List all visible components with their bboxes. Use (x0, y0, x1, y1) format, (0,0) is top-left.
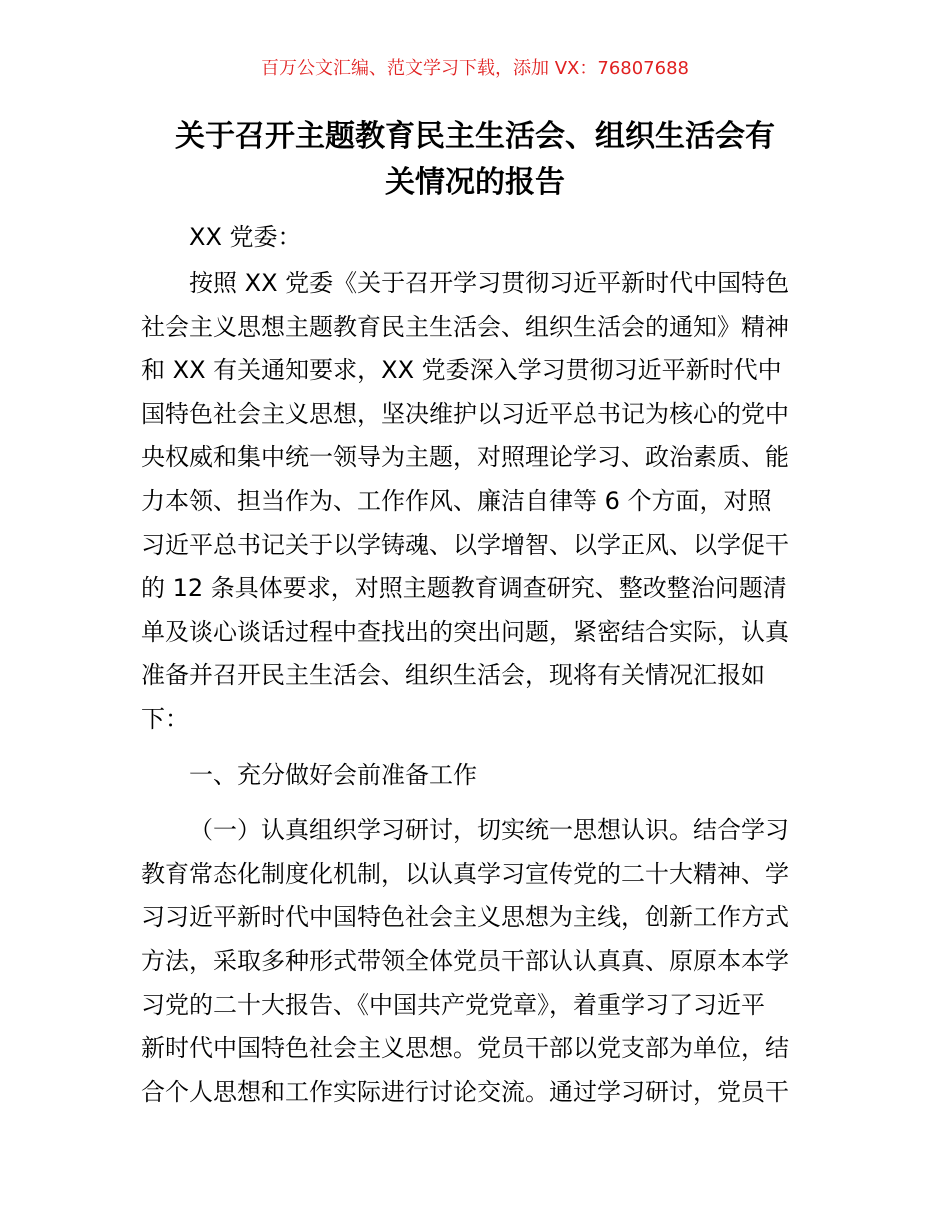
paragraph-line: 单及谈心谈话过程中查找出的突出问题，紧密结合实际，认真 (141, 617, 789, 646)
paragraph-line: 力本领、担当作为、工作作风、廉洁自律等 6 个方面，对照 (141, 486, 772, 515)
paragraph-line: 方法，采取多种形式带领全体党员干部认认真真、原原本本学 (141, 946, 789, 975)
paragraph-line: 准备并召开民主生活会、组织生活会，现将有关情况汇报如 (141, 661, 765, 690)
header-watermark-note: 百万公文汇编、范文学习下载，添加 VX：76807688 (261, 58, 689, 79)
paragraph-line: 央权威和集中统一领导为主题，对照理论学习、政治素质、能 (141, 443, 789, 472)
section-spacer (141, 742, 813, 754)
paragraph-line: 社会主义思想主题教育民主生活会、组织生活会的通知》精神 (141, 312, 789, 341)
paragraph-line: （一）认真组织学习研讨，切实统一思想认识。结合学习 (189, 816, 789, 845)
paragraph-line: 教育常态化制度化机制，以认真学习宣传党的二十大精神、学 (141, 859, 789, 888)
salutation: XX 党委： (189, 223, 302, 251)
section-heading: 一、充分做好会前准备工作 (189, 760, 477, 789)
paragraph-line: 国特色社会主义思想，坚决维护以习近平总书记为核心的党中 (141, 399, 789, 428)
section-spacer (141, 797, 813, 809)
document-body (141, 262, 813, 1114)
paragraph-2 (141, 809, 813, 1114)
paragraph-line: 习习近平新时代中国特色社会主义思想为主线，创新工作方式 (141, 903, 789, 932)
paragraph-line: 的 12 条具体要求，对照主题教育调查研究、整改整治问题清 (141, 574, 787, 603)
paragraph-line: 合个人思想和工作实际进行讨论交流。通过学习研讨，党员干 (141, 1077, 789, 1106)
document-title-line-1: 关于召开主题教育民主生活会、组织生活会有 (175, 119, 775, 154)
document-title (130, 114, 820, 206)
paragraph-line: 习近平总书记关于以学铸魂、以学增智、以学正风、以学促干 (141, 530, 789, 559)
paragraph-line: 按照 XX 党委《关于召开学习贯彻习近平新时代中国特色 (189, 269, 790, 297)
paragraph-line: 习党的二十大报告、《中国共产党党章》，着重学习了习近平 (141, 990, 765, 1019)
paragraph-line: 新时代中国特色社会主义思想。党员干部以党支部为单位，结 (141, 1034, 789, 1063)
document-title-line-2: 关情况的报告 (385, 165, 565, 200)
paragraph-line: 下： (141, 704, 189, 733)
paragraph-1 (141, 262, 813, 742)
paragraph-line: 和 XX 有关通知要求，XX 党委深入学习贯彻习近平新时代中 (141, 356, 782, 385)
